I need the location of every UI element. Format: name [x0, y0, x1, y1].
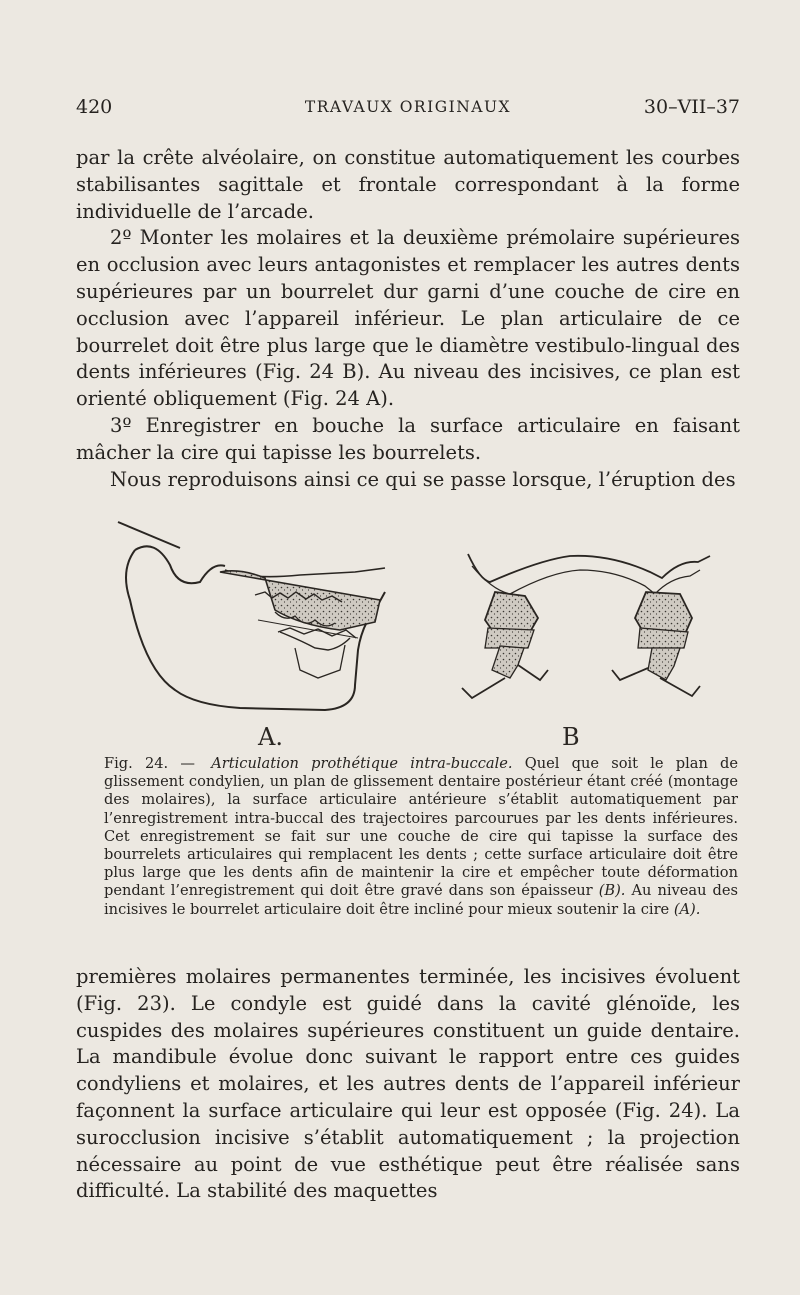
body-text-top — [76, 145, 740, 493]
paragraph: premières molaires permanentes terminée, les incisives évoluent (Fig. 23). Le condyle est guidé dans la cavité glénoïde, les cuspides des molaires supérieures constituent un guide dentaire. La mandibule évolue donc suivant le rapport entre ces guides condyliens et molaires, et les autres dents de l’appareil inférieur façonnent la surface articulaire qui leur est opposée (Fig. 24). La surocclusion incisive s’établit automatiquement ; la projection nécessaire au point de vue esthétique peut être réalisée sans difficulté. La stabilité des maquettes — [76, 965, 740, 1203]
figure-24 — [100, 520, 740, 750]
caption-text-2: Au niveau des incisives le bourrelet articulaire doit être incliné pour mieux soutenir la cire — [104, 882, 739, 918]
caption-ref-a: (A). — [673, 900, 701, 918]
paragraph: Nous reproduisons ainsi ce qui se passe lorsque, l’éruption des — [110, 467, 736, 491]
paragraph: par la crête alvéolaire, on constitue automatiquement les courbes stabilisantes sagittale et frontale correspondant à la forme individuelle de l’arcade. — [76, 146, 740, 223]
caption-fig-number: Fig. 24. — — [104, 755, 195, 772]
running-header — [76, 96, 740, 126]
paragraph: 3º Enregistrer en bouche la surface articulaire en faisant mâcher la cire qui tapisse les bourrelets. — [76, 413, 740, 464]
figure-drawing — [100, 520, 740, 750]
paragraph: 2º Monter les molaires et la deuxième prémolaire supérieures en occlusion avec leurs antagonistes et remplacer les autres dents supérieures par un bourrelet dur garni d’une couche de cire en occlusion avec l’appareil inférieur. Le plan articulaire de ce bourrelet doit être plus large que le diamètre vestibulo-lingual des dents inférieures (Fig. 24 B). Au niveau des incisives, ce plan est orienté obliquement (Fig. 24 A). — [76, 226, 740, 411]
issue-date: 30–VII–37 — [643, 96, 740, 118]
label-a: A. — [258, 723, 283, 750]
caption-title: Articulation prothétique intra-buccale. — [211, 755, 513, 772]
body-text-bottom — [76, 964, 740, 1205]
caption-text-1: Quel que soit le plan de glissement condylien, un plan de glissement dentaire postérieur étant créé (montage des molaires), la surface articulaire antérieure s’établit automatiquement par l’enregistrement intra-buccal des trajectoires parcourues par les dents inférieures. Cet enregistrement se fait sur une couche de cire qui tapisse la surface des bourrelets articulaires qui remplacent les dents ; cette surface articulaire doit être plus large que les dents afin de maintenir la cire et empêcher toute déformation pendant l’enregistrement qui doit être gravé dans son épaisseur — [104, 755, 739, 900]
diagram-a — [118, 522, 385, 710]
diagram-b — [462, 554, 710, 698]
label-b: B — [562, 723, 580, 750]
journal-title: TRAVAUX ORIGINAUX — [304, 98, 512, 116]
figure-caption — [104, 755, 738, 919]
caption-ref-b: (B). — [598, 882, 626, 900]
page-number: 420 — [76, 96, 113, 118]
